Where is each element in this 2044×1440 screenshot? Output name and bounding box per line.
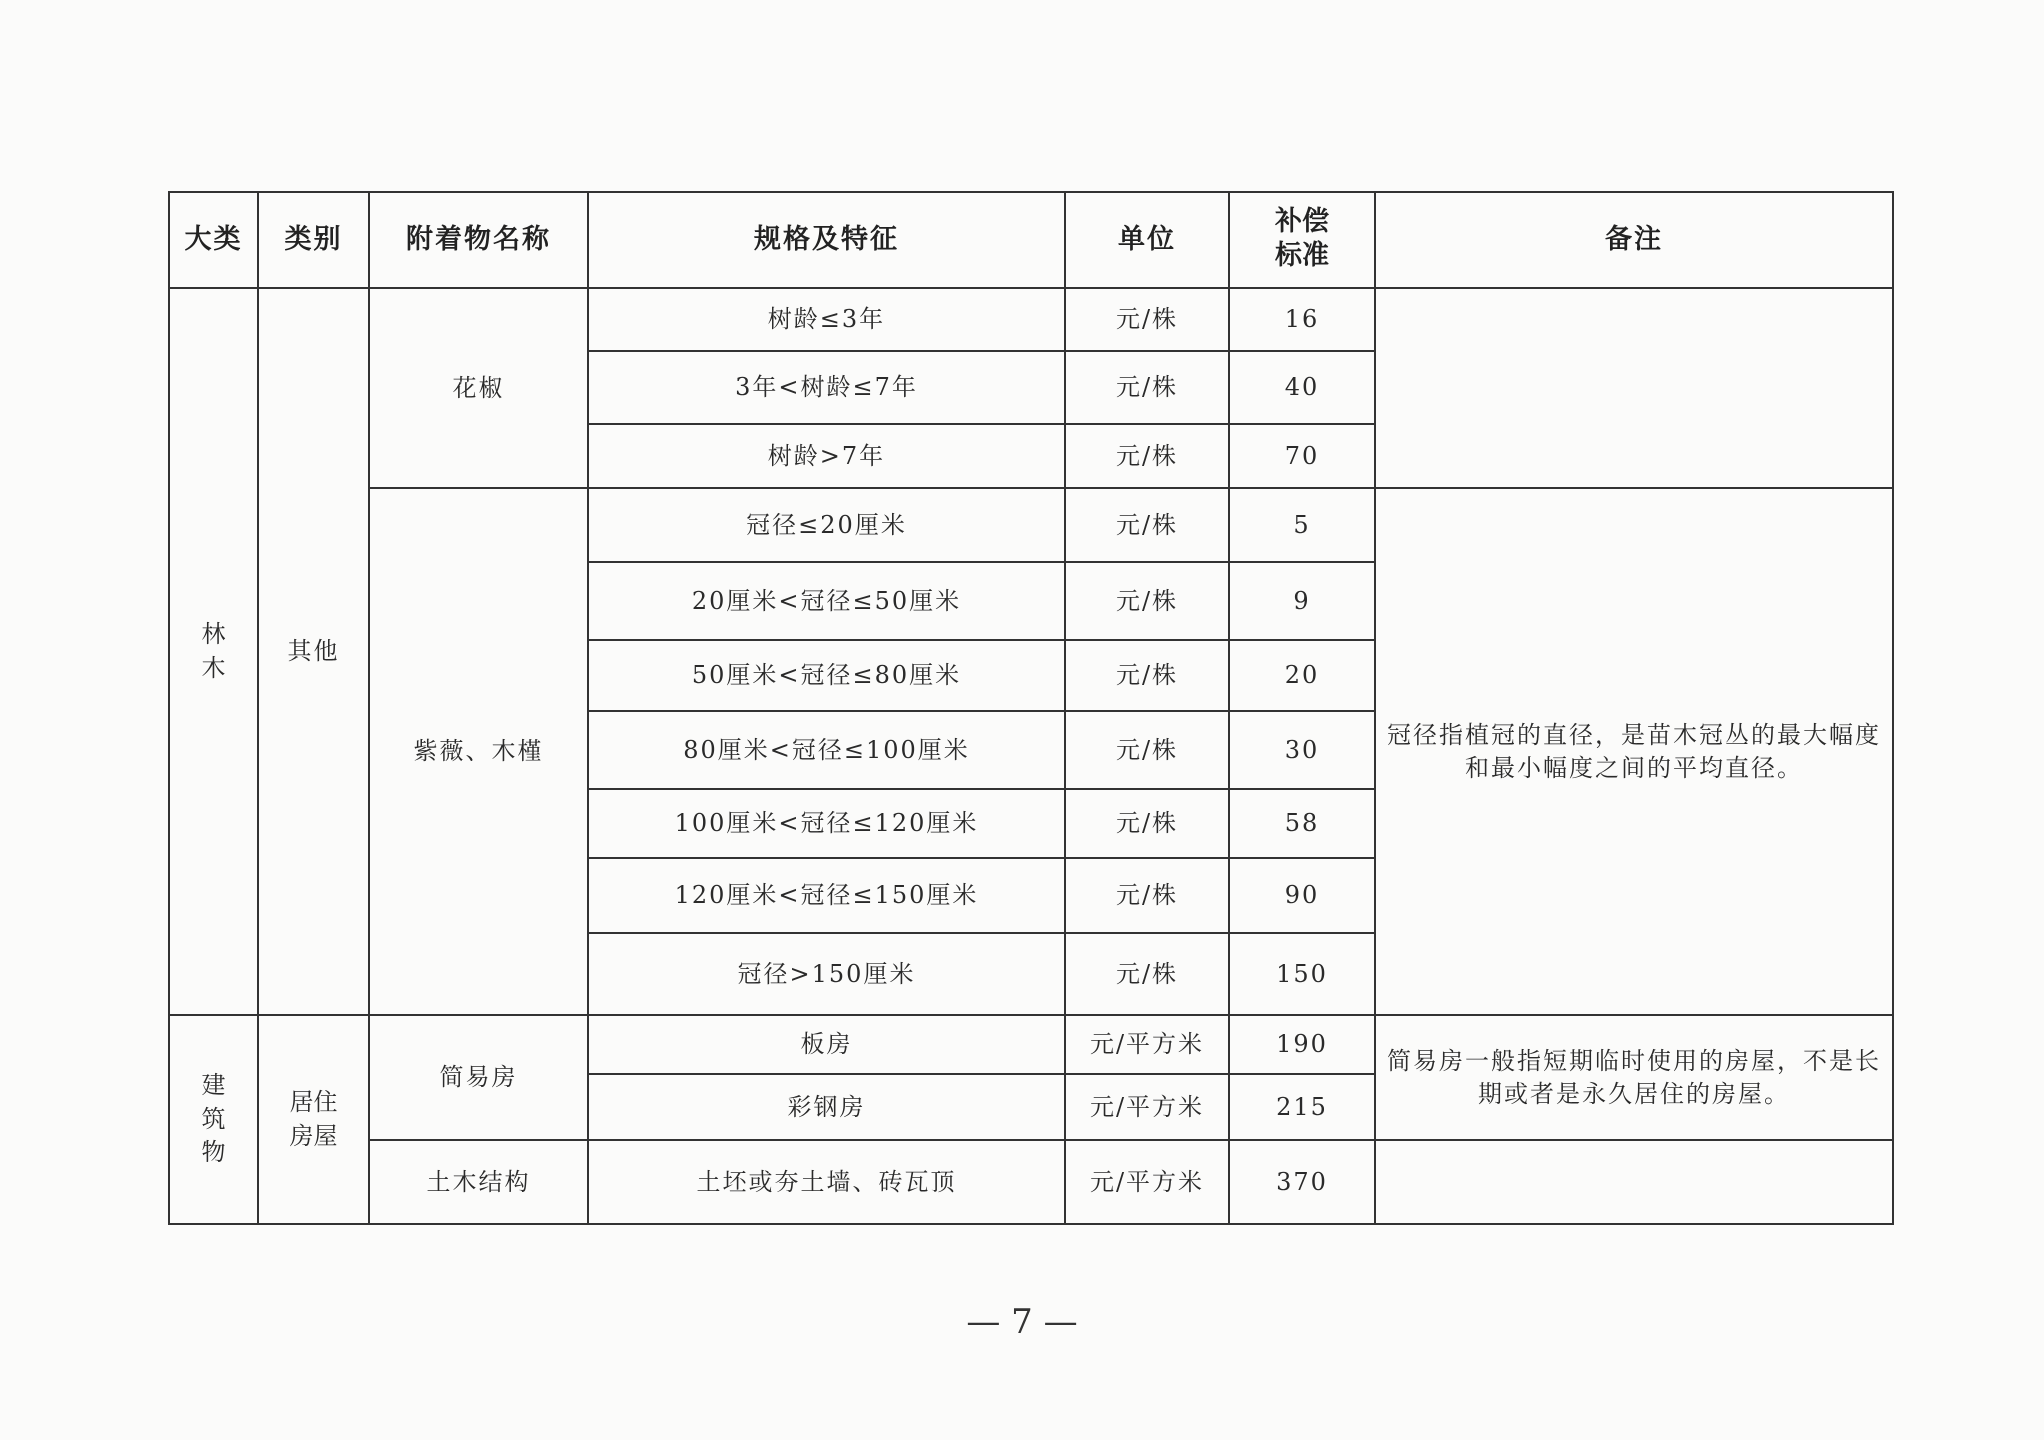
header-note: 备注 xyxy=(1375,192,1893,288)
note-earth-wood xyxy=(1375,1140,1893,1224)
header-unit: 单位 xyxy=(1065,192,1229,288)
standard-cell: 58 xyxy=(1229,789,1375,858)
unit-cell: 元/株 xyxy=(1065,789,1229,858)
spec-cell: 120厘米<冠径≤150厘米 xyxy=(588,858,1065,933)
spec-cell: 冠径>150厘米 xyxy=(588,933,1065,1015)
note-ziwei: 冠径指植冠的直径，是苗木冠丛的最大幅度和最小幅度之间的平均直径。 xyxy=(1375,488,1893,1015)
spec-cell: 树龄≤3年 xyxy=(588,288,1065,351)
standard-cell: 40 xyxy=(1229,351,1375,424)
unit-cell: 元/平方米 xyxy=(1065,1074,1229,1140)
spec-cell: 板房 xyxy=(588,1015,1065,1074)
standard-cell: 150 xyxy=(1229,933,1375,1015)
standard-cell: 16 xyxy=(1229,288,1375,351)
standard-cell: 30 xyxy=(1229,711,1375,789)
page-number: — 7 — xyxy=(966,1302,1078,1342)
spec-cell: 土坯或夯土墙、砖瓦顶 xyxy=(588,1140,1065,1224)
header-type: 类别 xyxy=(258,192,369,288)
standard-cell: 9 xyxy=(1229,562,1375,640)
compensation-table xyxy=(168,191,1894,1225)
unit-cell: 元/株 xyxy=(1065,424,1229,488)
unit-cell: 元/株 xyxy=(1065,351,1229,424)
standard-cell: 20 xyxy=(1229,640,1375,711)
note-huajiao xyxy=(1375,288,1893,488)
unit-cell: 元/株 xyxy=(1065,488,1229,562)
type-other: 其他 xyxy=(258,288,369,1015)
unit-cell: 元/株 xyxy=(1065,562,1229,640)
header-category: 大类 xyxy=(169,192,258,288)
note-simple-house: 简易房一般指短期临时使用的房屋，不是长期或者是永久居住的房屋。 xyxy=(1375,1015,1893,1140)
table-row xyxy=(169,1015,1893,1074)
spec-cell: 80厘米<冠径≤100厘米 xyxy=(588,711,1065,789)
spec-cell: 3年<树龄≤7年 xyxy=(588,351,1065,424)
standard-cell: 5 xyxy=(1229,488,1375,562)
standard-cell: 70 xyxy=(1229,424,1375,488)
header-standard: 补偿标准 xyxy=(1229,192,1375,288)
item-name-earth-wood: 土木结构 xyxy=(369,1140,588,1224)
standard-cell: 190 xyxy=(1229,1015,1375,1074)
type-residential: 居住房屋 xyxy=(258,1015,369,1224)
standard-cell: 90 xyxy=(1229,858,1375,933)
header-spec: 规格及特征 xyxy=(588,192,1065,288)
table-header-row xyxy=(169,192,1893,288)
spec-cell: 20厘米<冠径≤50厘米 xyxy=(588,562,1065,640)
standard-cell: 370 xyxy=(1229,1140,1375,1224)
spec-cell: 100厘米<冠径≤120厘米 xyxy=(588,789,1065,858)
table-row xyxy=(169,488,1893,562)
item-name-ziwei: 紫薇、木槿 xyxy=(369,488,588,1015)
standard-cell: 215 xyxy=(1229,1074,1375,1140)
unit-cell: 元/平方米 xyxy=(1065,1140,1229,1224)
category-building: 建筑物 xyxy=(169,1015,258,1224)
spec-cell: 树龄>7年 xyxy=(588,424,1065,488)
spec-cell: 彩钢房 xyxy=(588,1074,1065,1140)
unit-cell: 元/株 xyxy=(1065,933,1229,1015)
item-name-simple-house: 简易房 xyxy=(369,1015,588,1140)
category-forest: 林木 xyxy=(169,288,258,1015)
unit-cell: 元/株 xyxy=(1065,711,1229,789)
spec-cell: 冠径≤20厘米 xyxy=(588,488,1065,562)
table-row xyxy=(169,1140,1893,1224)
unit-cell: 元/株 xyxy=(1065,640,1229,711)
unit-cell: 元/株 xyxy=(1065,288,1229,351)
table-row xyxy=(169,288,1893,351)
unit-cell: 元/株 xyxy=(1065,858,1229,933)
unit-cell: 元/平方米 xyxy=(1065,1015,1229,1074)
spec-cell: 50厘米<冠径≤80厘米 xyxy=(588,640,1065,711)
header-item-name: 附着物名称 xyxy=(369,192,588,288)
item-name-huajiao: 花椒 xyxy=(369,288,588,488)
